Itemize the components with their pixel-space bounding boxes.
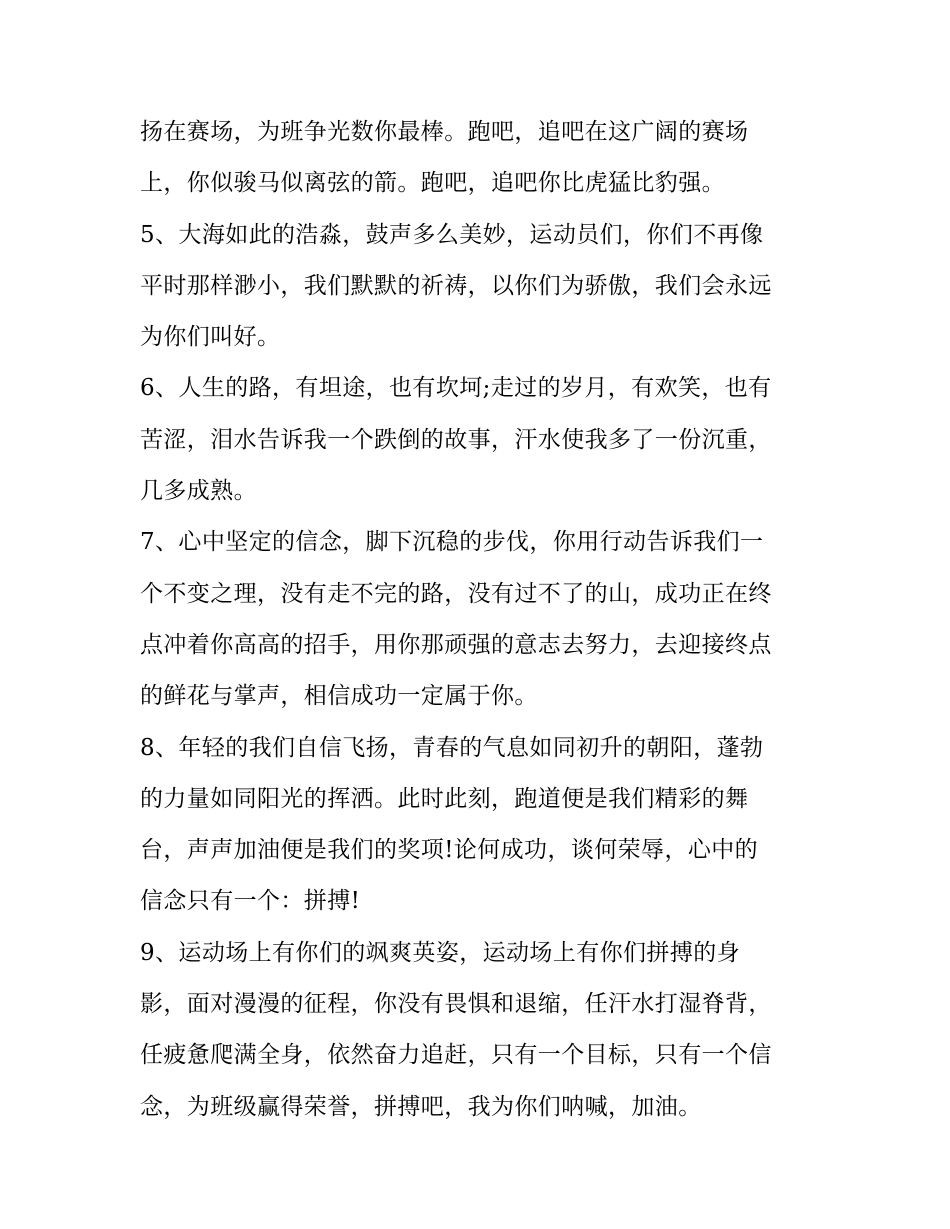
text-line: 几多成熟。 bbox=[140, 478, 257, 505]
text-line: 扬在赛场，为班争光数你最棒。跑吧，追吧在这广阔的赛场 bbox=[140, 119, 749, 145]
text-line: 台，声声加油便是我们的奖项!论何成功，谈何荣辱，心中的 bbox=[140, 837, 759, 864]
text-line: 影，面对漫漫的征程，你没有畏惧和退缩，任汗水打湿脊背， bbox=[140, 991, 772, 1018]
text-line: 9、运动场上有你们的飒爽英姿，运动场上有你们拼搏的身 bbox=[140, 939, 741, 966]
text-line: 任疲惫爬满全身，依然奋力追赶，只有一个目标，只有一个信 bbox=[140, 1042, 772, 1069]
text-line: 点冲着你高高的招手，用你那顽强的意志去努力，去迎接终点 bbox=[140, 631, 772, 658]
text-line: 念，为班级赢得荣誉，拼搏吧，我为你们呐喊，加油。 bbox=[140, 1093, 702, 1120]
text-line: 7、心中坚定的信念，脚下沉稳的步伐，你用行动告诉我们一 bbox=[140, 529, 764, 556]
text-line: 上，你似骏马似离弦的箭。跑吧，追吧你比虎猛比豹强。 bbox=[140, 170, 725, 197]
document-body bbox=[140, 107, 820, 1133]
text-line: 苦涩，泪水告诉我一个跌倒的故事，汗水使我多了一份沉重， bbox=[140, 426, 772, 453]
text-line: 的鲜花与掌声，相信成功一定属于你。 bbox=[140, 683, 538, 710]
text-line: 8、年轻的我们自信飞扬，青春的气息如同初升的朝阳，蓬勃 bbox=[140, 734, 764, 761]
text-line: 平时那样渺小，我们默默的祈祷，以你们为骄傲，我们会永远 bbox=[140, 272, 772, 299]
text-line: 个不变之理，没有走不完的路，没有过不了的山，成功正在终 bbox=[140, 580, 772, 607]
text-line: 信念只有一个：拼搏! bbox=[140, 888, 361, 915]
text-line: 5、大海如此的浩淼，鼓声多么美妙，运动员们，你们不再像 bbox=[140, 221, 764, 248]
text-line: 为你们叫好。 bbox=[140, 324, 281, 351]
text-line: 的力量如同阳光的挥洒。此时此刻，跑道便是我们精彩的舞 bbox=[140, 785, 749, 812]
text-line: 6、人生的路，有坦途，也有坎坷;走过的岁月，有欢笑，也有 bbox=[140, 375, 772, 402]
